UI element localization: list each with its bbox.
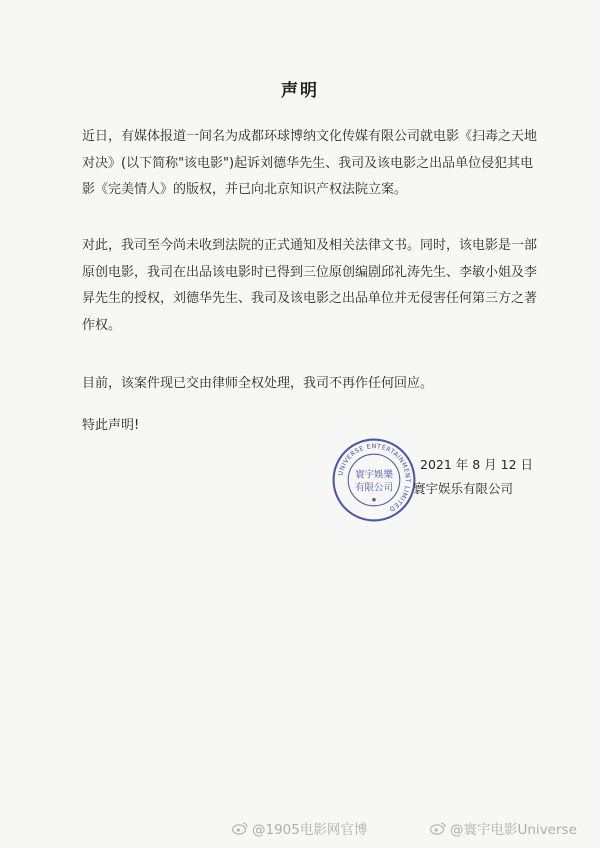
paragraph-line: 昇先生的授权，刘德华先生、我司及该电影之出品单位并无侵害任何第三方之著: [82, 291, 538, 306]
paragraph-response: [82, 233, 538, 339]
paragraph-line: 目前，该案件现已交由律师全权处理，我司不再作任何回应。: [82, 376, 434, 391]
watermark-text: @1905电影网官博: [252, 822, 368, 838]
seal-inner-line1: 寰宇娛樂: [355, 469, 393, 481]
seal-inner-line2: 有限公司: [355, 482, 393, 494]
document-title: 声明: [281, 81, 319, 101]
paragraph-line: 影《完美情人》的版权，并已向北京知识产权法院立案。: [82, 182, 408, 197]
paragraph-line: 原创电影，我司在出品该电影时已得到三位原创编剧邱礼涛先生、李敏小姐及李: [82, 264, 538, 280]
paragraph-line: 对决》(以下简称"该电影")起诉刘德华先生、我司及该电影之出品单位侵犯其电: [82, 155, 534, 171]
seal-ring-text: UNIVERSE ENTERTAINMENT LIMITED: [337, 443, 411, 513]
paragraph-line: 近日，有媒体报道一间名为成都环球博纳文化传媒有限公司就电影《扫毒之天地: [82, 129, 538, 144]
paragraph-current-status: [82, 371, 522, 398]
weibo-icon: [232, 821, 248, 835]
signature-date: 2021 年 8 月 12 日: [420, 457, 534, 472]
watermark-universe: [430, 818, 577, 838]
seal-star-dot: [372, 498, 375, 501]
closing-statement: [82, 413, 522, 440]
weibo-icon: [430, 821, 446, 835]
watermark-1905: [232, 818, 367, 838]
watermark-text: @寰宇电影Universe: [450, 822, 577, 838]
company-seal: [331, 437, 417, 523]
paragraph-lawsuit-report: [82, 124, 538, 204]
paragraph-line: 对此，我司至今尚未收到法院的正式通知及相关法律文书。同时，该电影是一部: [82, 238, 538, 253]
closing-line: 特此声明!: [82, 418, 140, 433]
paragraph-line: 作权。: [82, 317, 122, 333]
signature-company: 寰宇娱乐有限公司: [413, 481, 514, 496]
